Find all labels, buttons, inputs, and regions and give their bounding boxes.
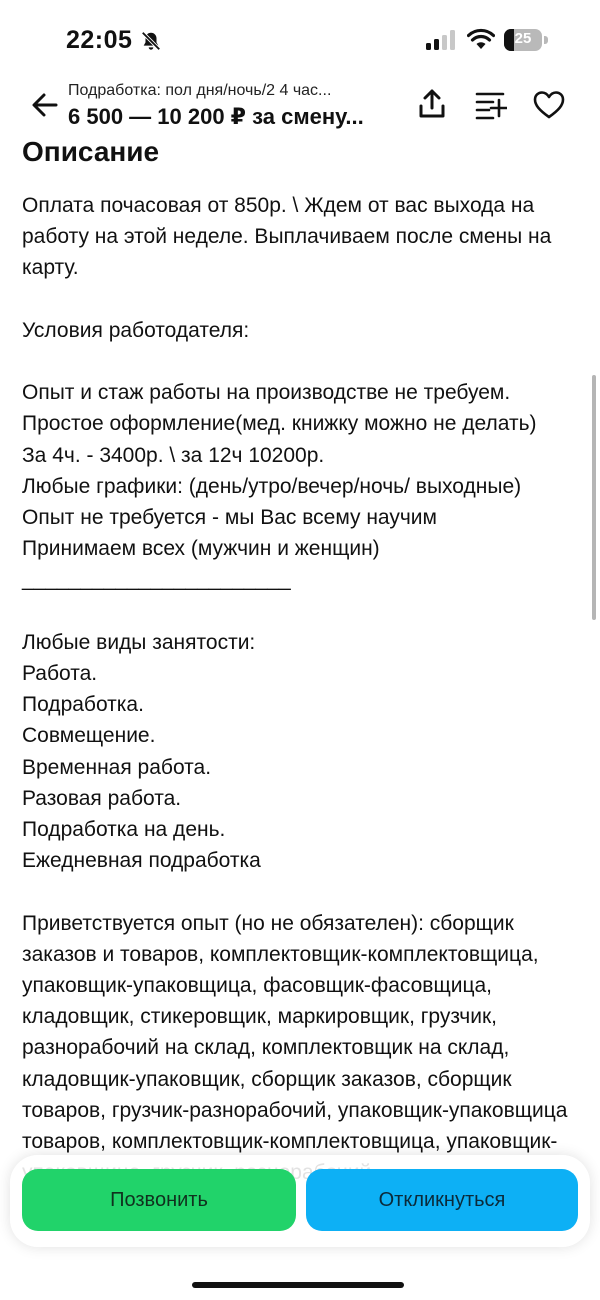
cellular-signal-icon xyxy=(426,30,458,50)
wifi-icon xyxy=(467,27,495,51)
status-bar xyxy=(0,0,600,80)
heart-icon[interactable] xyxy=(533,90,565,120)
compare-list-icon[interactable] xyxy=(475,90,507,120)
action-bar xyxy=(10,1155,590,1247)
top-app-bar xyxy=(0,80,600,132)
apply-button[interactable]: Откликнуться xyxy=(306,1169,578,1231)
call-button[interactable]: Позвонить xyxy=(22,1169,296,1231)
header-titles xyxy=(68,82,388,130)
share-icon[interactable] xyxy=(418,88,446,120)
scrollbar[interactable] xyxy=(592,375,596,620)
description-heading: Описание xyxy=(22,136,160,167)
bell-slash-icon xyxy=(140,30,162,52)
vacancy-salary: 6 500 — 10 200 ₽ за смену... xyxy=(68,104,364,129)
status-time: 22:05 xyxy=(66,26,133,54)
home-indicator[interactable] xyxy=(192,1282,404,1288)
arrow-left-icon[interactable] xyxy=(30,90,60,120)
description-text: Оплата почасовая от 850р. \ Ждем от вас выхода на работу на этой неделе. Выплачиваем после смены на карту. Условия работодателя: Опыт и стаж работы на производстве не требуем. Простое оформление(мед. книжку можно не делать) За 4ч. - 3400р. \ за 12ч 10200р. Любые графики: (день/утро/вечер/ночь/ выходные) Опыт не требуется - мы Вас всему научим Принимаем всех (мужчин и женщин) _______________________ Любые виды занятости: Работа. Подработка. Совмещение. Временная работа. Разовая работа. Подработка на день. Ежедневная подработка Приветствуется опыт (но не обязателен): сборщик заказов и товаров, комплектовщик-комплектовщица, упаковщик-упаковщица, фасовщик-фасовщица, кладовщик, стикеровщик, маркировщик, грузчик, разнорабочий на склад, комплектовщик на склад, кладовщик-упаковщик, сборщик заказов, сборщик товаров, грузчик-разнорабочий, упаковщик-упаковщица товаров, комплектовщик-комплектовщица, упаковщик- xyxy=(22,194,568,1154)
vacancy-title: Подработка: пол дня/ночь/2 4 час... xyxy=(68,82,332,99)
battery-level: 25 xyxy=(514,30,532,47)
battery-indicator xyxy=(504,29,548,51)
